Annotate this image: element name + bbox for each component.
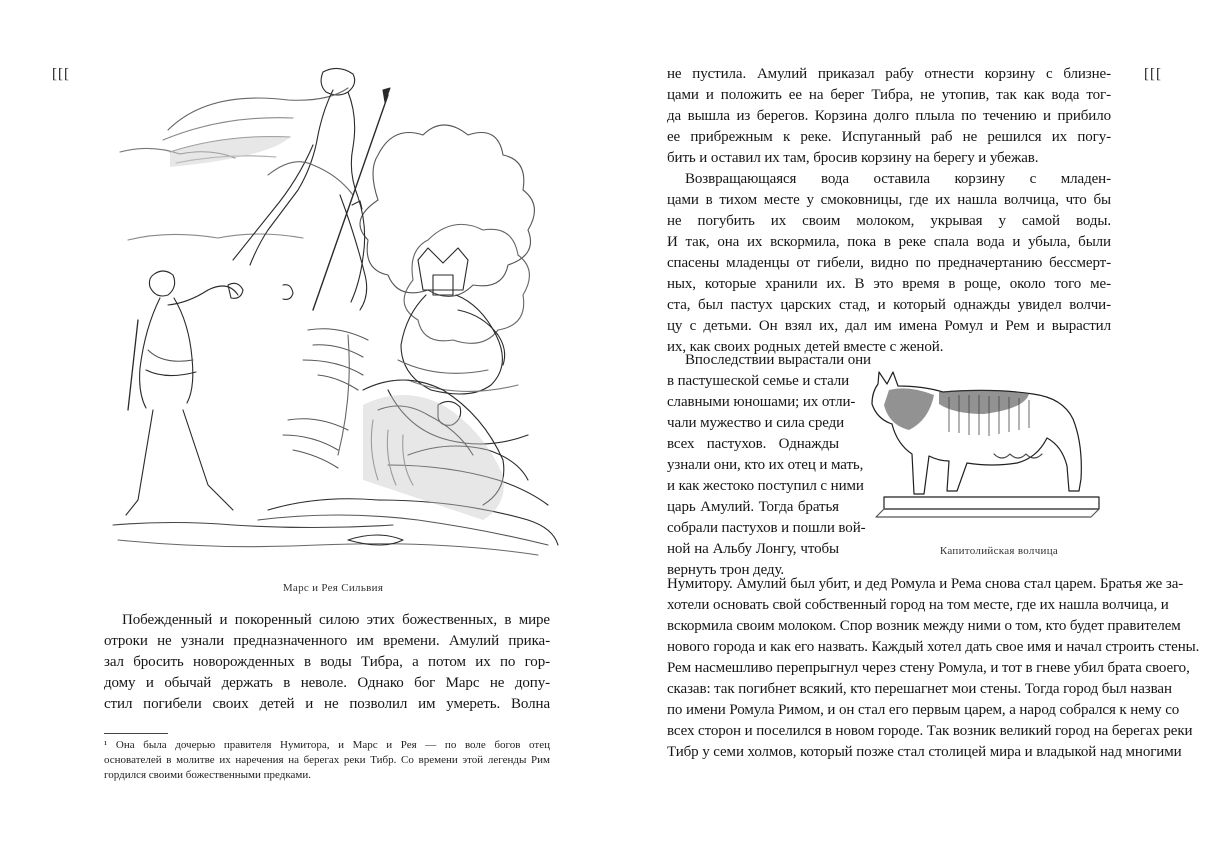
footnote-divider bbox=[104, 733, 168, 734]
text-line: да вышла из берегов. Корзина долго плыла по течению и прибило bbox=[667, 108, 1111, 124]
text-line: всех пастухов. Однажды bbox=[667, 436, 839, 452]
footnote-line: гордился своими божественными предками. bbox=[104, 769, 312, 781]
text-line: чали мужество и сила среди bbox=[667, 415, 845, 431]
text-line: вскормила своим молоком. Спор возник между ними о том, кто будет правителем bbox=[667, 618, 1181, 634]
text-line: Впоследствии вырастали они bbox=[685, 352, 871, 368]
left-body-text bbox=[104, 610, 550, 715]
right-page-number: [[[ bbox=[1144, 66, 1162, 82]
text-line: ной на Альбу Лонгу, чтобы bbox=[667, 541, 839, 557]
mars-rhea-illustration bbox=[108, 60, 558, 560]
text-line: цами и положить ее на берег Тибра, не утопив, так как вода тог- bbox=[667, 87, 1111, 103]
figure-caption-mars-rhea: Марс и Рея Сильвия bbox=[282, 582, 384, 594]
text-line: стил погибели своих детей и не позволил им умереть. Волна bbox=[104, 696, 550, 712]
right-body-text-top bbox=[667, 64, 1111, 358]
left-page-number: [[[ bbox=[52, 66, 70, 82]
text-line: не пустила. Амулий приказал рабу отнести корзину с близне- bbox=[667, 66, 1111, 82]
text-line: отроки не узнали предназначенного им времени. Амулий прика- bbox=[104, 633, 550, 649]
text-line: нового города и как его назвать. Каждый хотел дать свое имя и начал строить стены. bbox=[667, 639, 1200, 655]
text-line: славными юношами; их отли- bbox=[667, 394, 856, 410]
text-line: зал бросить новорожденных в воды Тибра, а потом их по гор- bbox=[104, 654, 550, 670]
text-line: всех сторон и поселился в новом городе. Так возник великий город на берегах реки bbox=[667, 723, 1193, 739]
text-line: бить и оставил их там, бросив корзину на берегу и убежав. bbox=[667, 150, 1039, 166]
text-line: вернуть трон деду. bbox=[667, 562, 785, 578]
footnote-line: ¹ Она была дочерью правителя Нумитора, и Марс и Рея — по воле богов отец bbox=[104, 739, 550, 751]
footnote-line: основателей в молитве их наречения на берегах реки Тибр. Со времени этой легенды Рим bbox=[104, 754, 550, 766]
text-line: не погубить их своим молоком, укрывая у самой воды. bbox=[667, 213, 1111, 229]
text-line: дому и обычай держать в неволе. Однако бог Марс не допу- bbox=[104, 675, 550, 691]
text-line: ее прибрежным к реке. Испуганный раб не решился их погу- bbox=[667, 129, 1111, 145]
text-line: узнали они, кто их отец и мать, bbox=[667, 457, 864, 473]
text-line: цами в тихом месте у смоковницы, где их нашла волчица, что бы bbox=[667, 192, 1111, 208]
right-page bbox=[607, 0, 1214, 864]
text-line: Побежденный и покоренный силою этих божественных, в мире bbox=[122, 612, 550, 628]
capitoline-wolf-illustration bbox=[869, 362, 1119, 532]
text-line: собрали пастухов и пошли вой- bbox=[667, 520, 866, 536]
text-line: Нумитору. Амулий был убит, и дед Ромула и Рема снова стал царем. Братья же за- bbox=[667, 576, 1184, 592]
text-line: в пастушеской семье и стали bbox=[667, 373, 850, 389]
footnote bbox=[104, 738, 550, 783]
text-line: царь Амулий. Тогда братья bbox=[667, 499, 839, 515]
text-line: ста, был пастух царских стад, и который однажды увидел волчи- bbox=[667, 297, 1111, 313]
text-line: И так, она их вскормила, пока в реке спала вода и убыла, были bbox=[667, 234, 1111, 250]
text-line: цу с детьми. Он взял их, дал им имена Ромул и Рем и вырастил bbox=[667, 318, 1111, 334]
text-line: сказав: так погибнет всякий, кто перешагнет мои стены. Тогда город был назван bbox=[667, 681, 1172, 697]
text-line: их, как своих родных детей вместе с женой. bbox=[667, 339, 944, 355]
text-line: Рем насмешливо перепрыгнул через стену Ромула, и тот в гневе убил брата своего, bbox=[667, 660, 1190, 676]
figure-caption-wolf: Капитолийская волчица bbox=[939, 545, 1059, 557]
text-line: спасены младенцы от гибели, видно по предначертанию бессмерт- bbox=[667, 255, 1111, 271]
text-line: Возвращающаяся вода оставила корзину с младен- bbox=[685, 171, 1111, 187]
text-line: ных, которые хранили их. В это время в роще, около того ме- bbox=[667, 276, 1111, 292]
text-line: и как жестоко поступил с ними bbox=[667, 478, 864, 494]
text-line: хотели основать свой собственный город на том месте, где их нашла волчица, и bbox=[667, 597, 1169, 613]
text-line: Тибр у семи холмов, который позже стал столицей мира и владыкой над многими bbox=[667, 744, 1182, 760]
right-body-text-wrap bbox=[667, 350, 871, 581]
text-line: по имени Ромула Римом, и он стал его первым царем, а народ собрался к нему со bbox=[667, 702, 1180, 718]
right-body-text-bottom bbox=[667, 574, 1200, 763]
